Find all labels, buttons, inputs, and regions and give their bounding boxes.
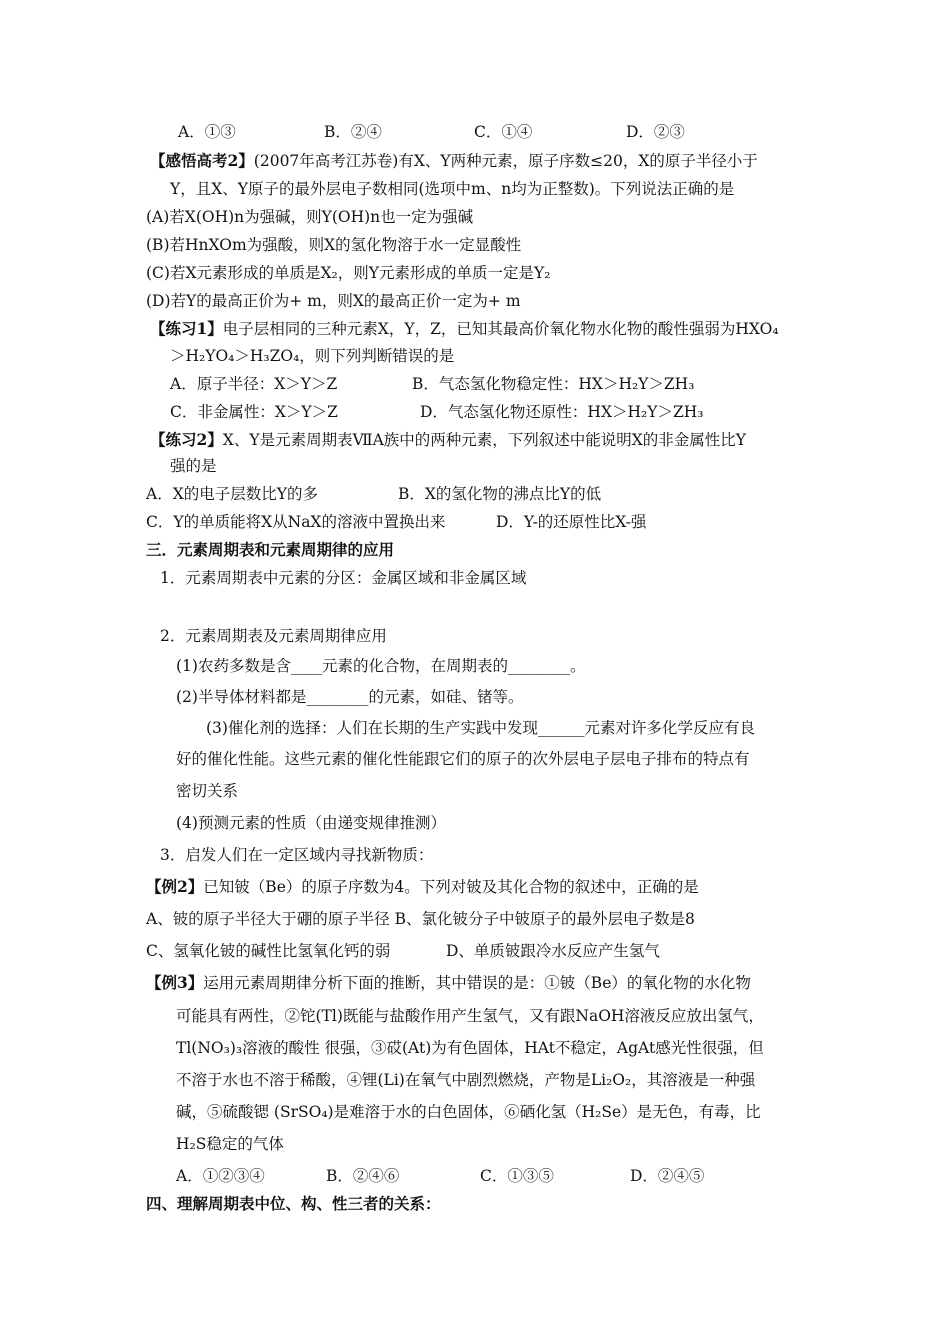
eg3-tag: 【例3】 [146,973,204,992]
eg2-stem [146,877,699,897]
eg3-option-d: D．②④⑤ [630,1167,705,1185]
ex2-tag: 【练习2】 [150,430,223,449]
eg2-stem-text: 已知铍（Be）的原子序数为4。下列对铍及其化合物的叙述中，正确的是 [203,878,699,896]
q1-option-a: A．①③ [178,123,236,141]
eg2-option-d: D、单质铍跟冷水反应产生氢气 [446,942,660,960]
eg3-option-c: C．①③⑤ [480,1167,554,1185]
section3-sub3-line1: (3)催化剂的选择：人们在长期的生产实践中发现______元素对许多化学反应有良 [206,719,755,737]
section4-heading: 四、理解周期表中位、构、性三者的关系： [146,1194,441,1213]
q1-option-c: C．①④ [474,123,533,141]
gaokao2-option-b: (B)若HnXOm为强酸，则X的氢化物溶于水一定显酸性 [146,236,522,254]
ex1-option-c: C．非金属性：X＞Y＞Z [170,403,338,421]
section3-sub1: (1)农药多数是含____元素的化合物，在周期表的________。 [176,657,586,675]
ex1-stem-text1: 电子层相同的三种元素X，Y，Z，已知其最高价氧化物水化物的酸性强弱为HXO₄ [222,320,779,338]
gaokao2-stem-text1: (2007年高考江苏卷)有X、Y两种元素，原子序数≤20，X的原子半径小于 [253,152,758,170]
eg3-line6: H₂S稳定的气体 [176,1135,284,1153]
eg3-line1 [146,973,751,993]
ex2-stem-line2: 强的是 [170,457,217,475]
ex2-option-a: A．X的电子层数比Y的多 [146,485,318,503]
ex2-option-b: B．X的氢化物的沸点比Y的低 [398,485,602,503]
gaokao2-option-a: (A)若X(OH)n为强碱，则Y(OH)n也一定为强碱 [146,208,474,226]
ex1-tag: 【练习1】 [150,319,223,338]
ex2-option-c: C．Y的单质能将X从NaX的溶液中置换出来 [146,513,446,531]
eg2-tag: 【例2】 [146,877,204,896]
section3-sub4: (4)预测元素的性质（由递变规律推测） [176,814,446,832]
ex1-option-a: A．原子半径：X＞Y＞Z [170,375,338,393]
eg3-option-b: B．②④⑥ [326,1167,400,1185]
gaokao2-stem-line2: Y，且X、Y原子的最外层电子数相同(选项中m、n均为正整数)。下列说法正确的是 [170,180,735,198]
eg3-text1: 运用元素周期律分析下面的推断，其中错误的是：①铍（Be）的氧化物的水化物 [203,974,751,992]
ex1-option-d: D．气态氢化物还原性：HX＞H₂Y＞ZH₃ [420,403,704,421]
ex1-stem-line1 [150,319,779,339]
gaokao2-tag: 【感悟高考2】 [150,151,254,170]
eg3-line2: 可能具有两性，②铊(Tl)既能与盐酸作用产生氢气，又有跟NaOH溶液反应放出氢气， [176,1007,764,1025]
section3-item2: 2．元素周期表及元素周期律应用 [160,627,387,645]
section3-item1: 1．元素周期表中元素的分区：金属区域和非金属区域 [160,569,527,587]
eg3-line3: Tl(NO₃)₃溶液的酸性 很强，③砹(At)为有色固体，HAt不稳定，AgAt感光性很强，但 [176,1039,764,1057]
q1-option-d: D．②③ [626,123,685,141]
section3-sub2: (2)半导体材料都是________的元素，如硅、锗等。 [176,688,524,706]
eg3-line4: 不溶于水也不溶于稀酸，④锂(Li)在氧气中剧烈燃烧，产物是Li₂O₂，其溶液是一种强 [176,1071,756,1089]
section3-item3: 3．启发人们在一定区域内寻找新物质： [160,846,434,864]
gaokao2-option-c: (C)若X元素形成的单质是X₂，则Y元素形成的单质一定是Y₂ [146,264,551,282]
ex1-stem-line2: ＞H₂YO₄＞H₃ZO₄，则下列判断错误的是 [170,347,455,365]
gaokao2-option-d: (D)若Y的最高正价为+ m，则X的最高正价一定为+ m [146,292,521,310]
ex2-stem-text1: X、Y是元素周期表ⅦA族中的两种元素，下列叙述中能说明X的非金属性比Y [222,431,747,449]
section3-sub3-line2: 好的催化性能。这些元素的催化性能跟它们的原子的次外层电子层电子排布的特点有 [176,750,750,768]
eg2-options-ab: A、铍的原子半径大于硼的原子半径 B、氯化铍分子中铍原子的最外层电子数是8 [146,910,695,928]
eg3-option-a: A．①②③④ [176,1167,265,1185]
eg2-option-c: C、氢氧化铍的碱性比氢氧化钙的弱 [146,942,391,960]
ex2-stem-line1 [150,430,746,450]
ex2-option-d: D．Y-的还原性比X-强 [496,513,647,531]
q1-option-b: B．②④ [324,123,382,141]
section3-sub3-line3: 密切关系 [176,782,239,800]
eg3-line5: 碱，⑤硫酸锶 (SrSO₄)是难溶于水的白色固体，⑥硒化氢（H₂Se）是无色，有毒，比 [176,1103,761,1121]
section3-heading: 三．元素周期表和元素周期律的应用 [146,540,395,559]
gaokao2-stem-line1 [150,151,758,171]
ex1-option-b: B．气态氢化物稳定性：HX＞H₂Y＞ZH₃ [412,375,695,393]
